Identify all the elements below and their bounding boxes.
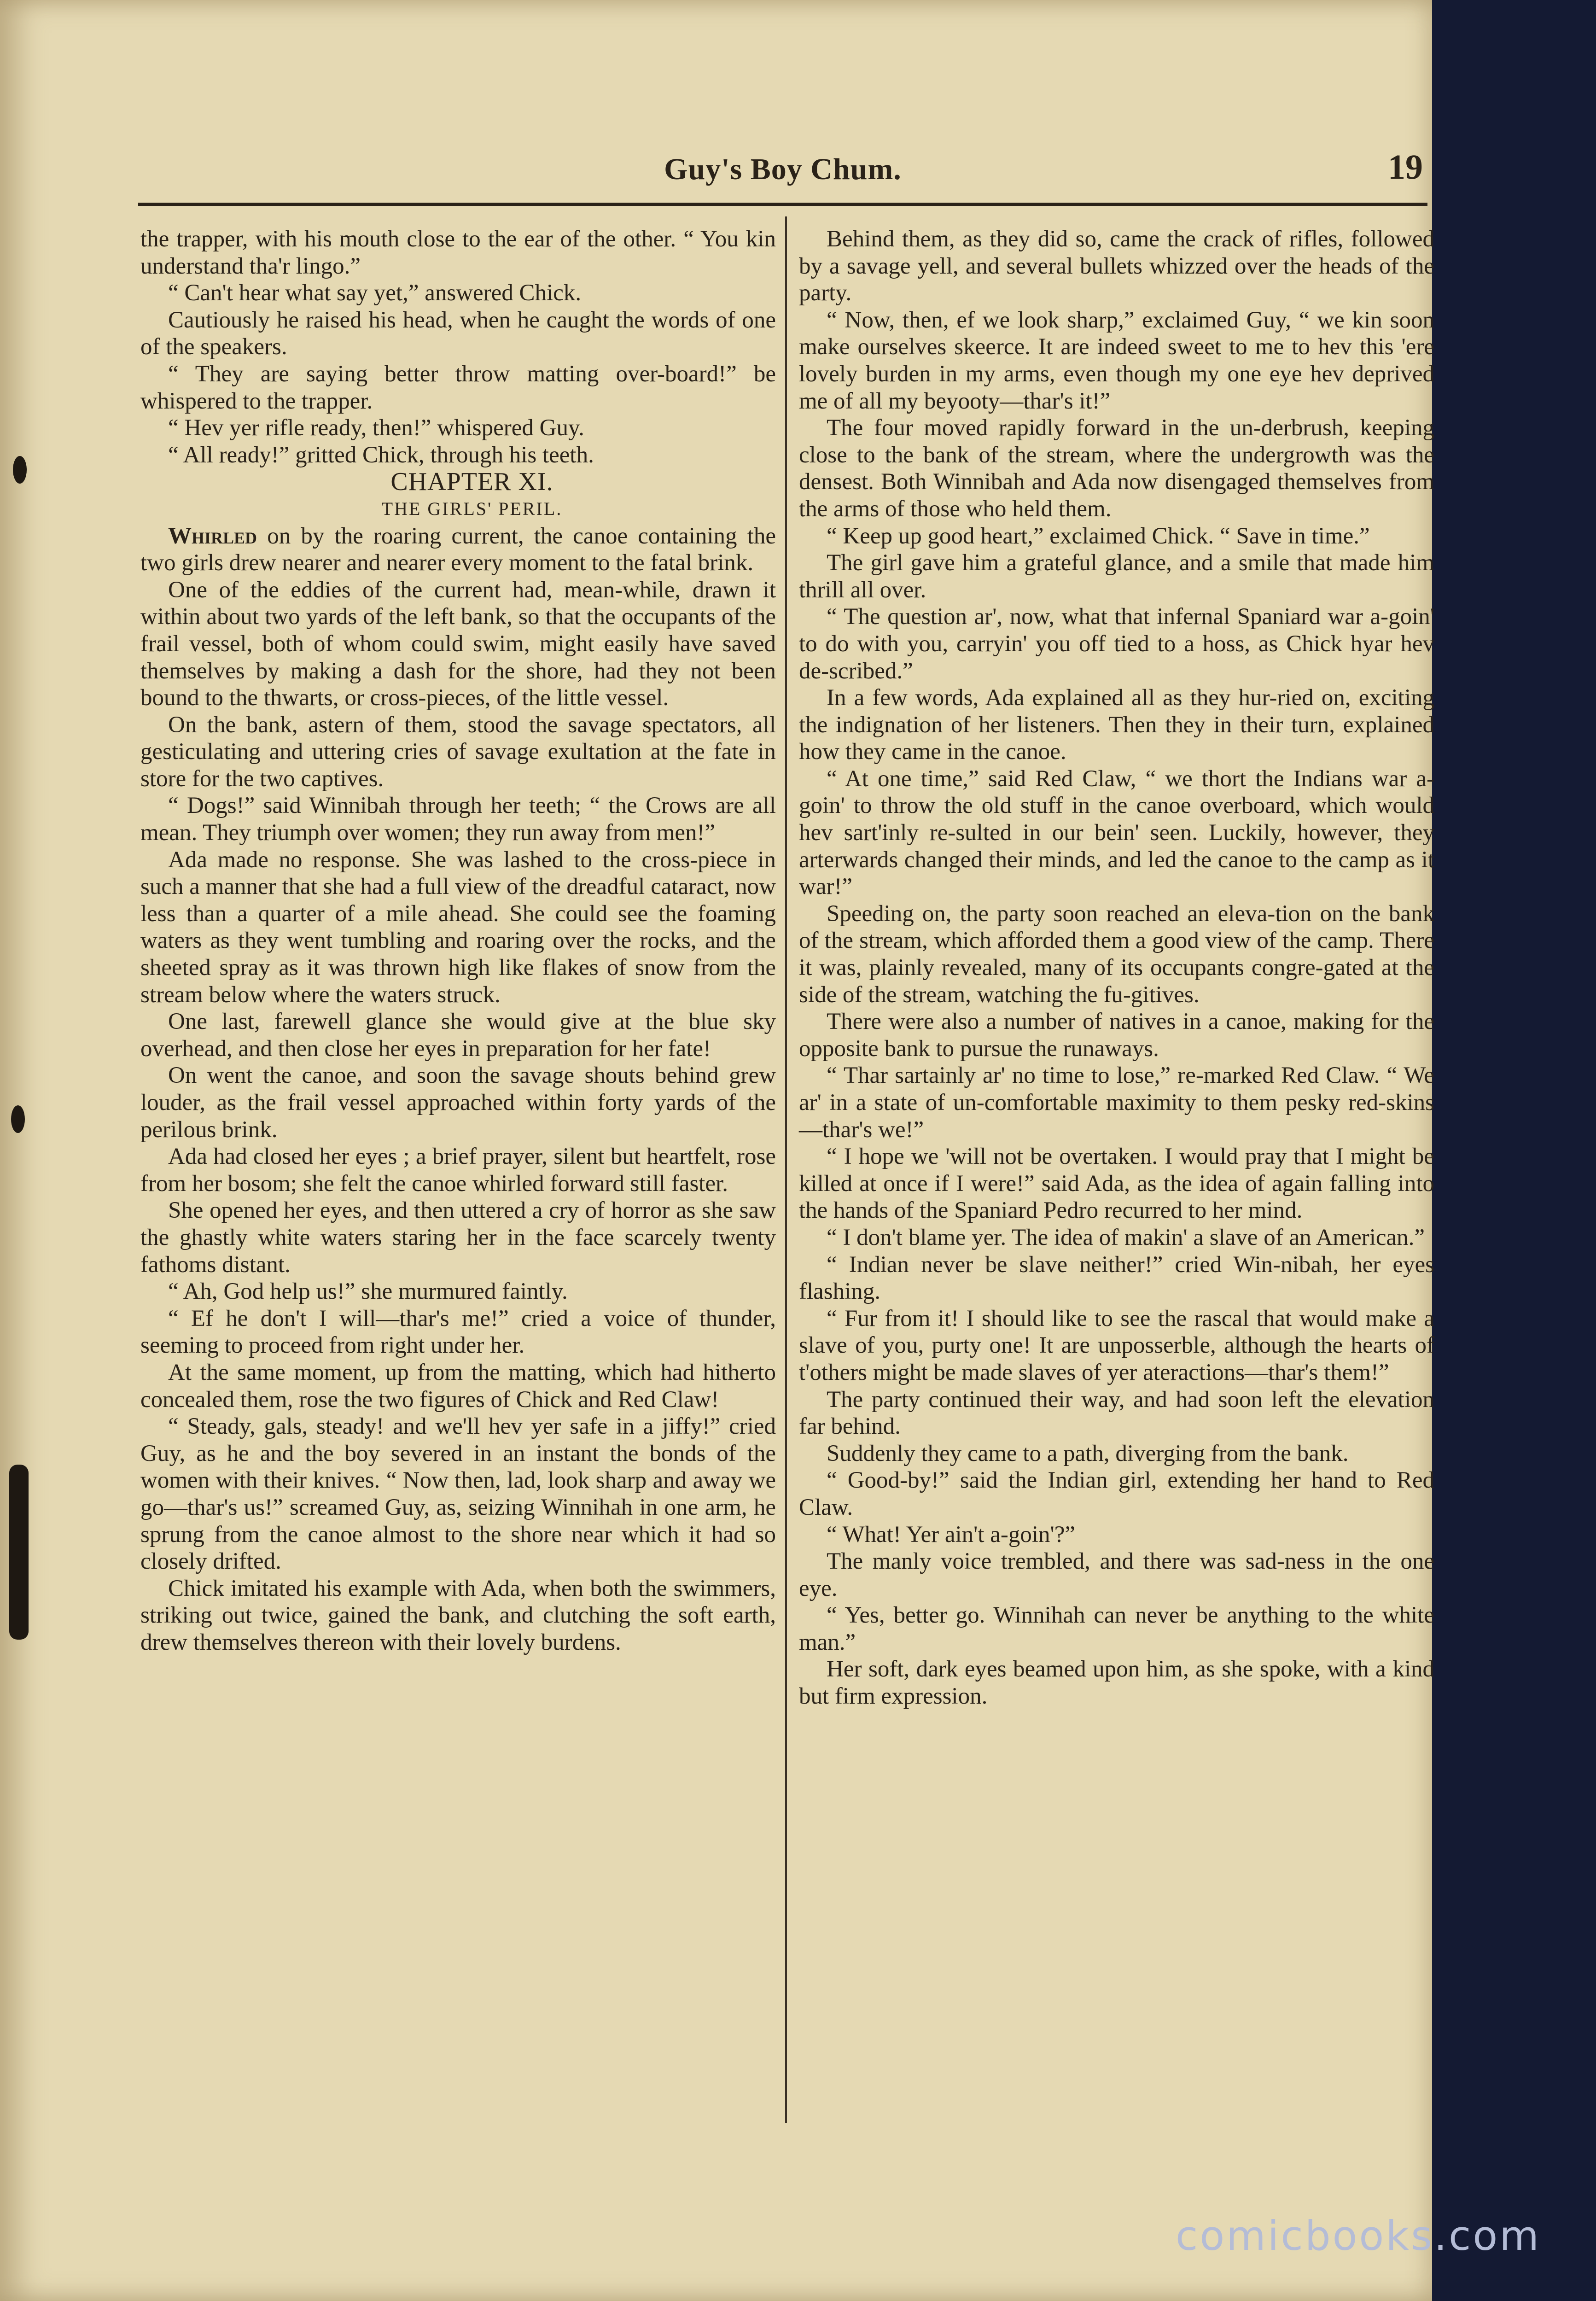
paragraph: Cautiously he raised his head, when he caught the words of one of the speakers. (140, 307, 776, 360)
paragraph: “ Indian never be slave neither!” cried Win-nibah, her eyes flashing. (799, 1251, 1434, 1305)
page-header (138, 147, 1427, 203)
site-watermark: comicbooks.com (1175, 2212, 1541, 2260)
paragraph: “ Steady, gals, steady! and we'll hev yer safe in a jiffy!” cried Guy, as he and the boy severed in an instant the bonds of the women with their knives. “ Now then, lad, look sharp and away we go—thar's us!” screamed Guy, as, seizing Winnihah in one arm, he sprung from the canoe almost to the shore near which it had so closely drifted. (140, 1413, 776, 1575)
paragraph: The manly voice trembled, and there was sad-ness in the one eye. (799, 1548, 1434, 1601)
paragraph: “ Ah, God help us!” she murmured faintly. (168, 1279, 568, 1305)
binding-tear (9, 1465, 29, 1640)
paragraph: “ Fur from it! I should like to see the rascal that would make a slave of you, purty one! It are unposserble, although the hearts of t'others might be made slaves of yer ateractions—thar's them!” (799, 1305, 1434, 1385)
paragraph: “ At one time,” said Red Claw, “ we thort the Indians war a-goin' to throw the old stuff in the canoe overboard, which would hev sart'inly re-sulted in our bein' seen. Luckily, however, they arterwards changed their minds, and led the canoe to the camp as it war!” (799, 765, 1434, 900)
paragraph: Ada had closed her eyes ; a brief prayer, silent but heartfelt, rose from her bosom; she felt the canoe whirled forward still faster. (140, 1144, 776, 1197)
binding-hole (13, 456, 27, 484)
paragraph: Behind them, as they did so, came the crack of rifles, followed by a savage yell, and several bullets whizzed over the heads of the party. (799, 226, 1434, 306)
column-divider (785, 216, 787, 2123)
paragraph: Her soft, dark eyes beamed upon him, as she spoke, with a kind but firm expression. (799, 1656, 1434, 1710)
binding-hole (11, 1105, 25, 1133)
paragraph: There were also a number of natives in a canoe, making for the opposite bank to pursue the runaways. (799, 1009, 1434, 1062)
paragraph-text: on by the roaring current, the canoe containing the two girls drew nearer and nearer every moment to the fatal brink. (140, 523, 776, 576)
paragraph: “ I don't blame yer. The idea of makin' a slave of an American.” (827, 1224, 1425, 1250)
running-title: Guy's Boy Chum. (664, 152, 902, 186)
paragraph: Suddenly they came to a path, diverging from the bank. (827, 1440, 1349, 1466)
paragraph: “ All ready!” gritted Chick, through his teeth. (168, 442, 594, 468)
paragraph: “ Dogs!” said Winnibah through her teeth; “ the Crows are all mean. They triumph over women; they run away from men!” (140, 793, 776, 846)
paragraph: “ What! Yer ain't a-goin'?” (827, 1521, 1076, 1548)
right-column (799, 226, 1434, 1710)
paragraph: “ Ef he don't I will—thar's me!” cried a voice of thunder, seeming to proceed from right under her. (140, 1305, 776, 1359)
paragraph: “ Thar sartainly ar' no time to lose,” re-marked Red Claw. “ We ar' in a state of un-comfortable maximity to them pesky red-skins —thar's we!” (799, 1063, 1434, 1143)
paragraph: “ They are saying better throw matting over-board!” be whispered to the trapper. (140, 361, 776, 414)
chapter-opening-paragraph (140, 523, 776, 577)
paragraph: On the bank, astern of them, stood the savage spectators, all gesticulating and uttering cries of savage exultation at the fate in store for the two captives. (140, 712, 776, 792)
paragraph: The party continued their way, and had soon left the elevation far behind. (799, 1386, 1434, 1440)
paragraph: “ Hev yer rifle ready, then!” whispered Guy. (168, 415, 584, 441)
page-number: 19 (1388, 148, 1423, 187)
paragraph: One of the eddies of the current had, mean-while, drawn it within about two yards of the left bank, so that the occupants of the frail vessel, both of whom could swim, might easily have saved themselves by making a dash for the shore, had they not been bound to the thwarts, or cross-pieces, of the little vessel. (140, 577, 776, 711)
opening-word: Whirled (168, 523, 257, 549)
paragraph: “ Yes, better go. Winnihah can never be anything to the white man.” (799, 1602, 1434, 1655)
paragraph: Chick imitated his example with Ada, when both the swimmers, striking out twice, gained the bank, and clutching the soft earth, drew themselves thereon with their lovely burdens. (140, 1575, 776, 1655)
header-rule (138, 203, 1427, 206)
left-column (140, 226, 776, 1656)
paragraph: The four moved rapidly forward in the un-derbrush, keeping close to the bank of the stream, where the undergrowth was the densest. Both Winnibah and Ada now disengaged themselves from the arms of those who held them. (799, 415, 1434, 522)
paragraph: Speeding on, the party soon reached an eleva-tion on the bank of the stream, which afforded them a good view of the camp. There it was, plainly revealed, many of its occupants congre-gated at the side of the stream, watching the fu-gitives. (799, 900, 1434, 1008)
paragraph: “ Can't hear what say yet,” answered Chick. (168, 280, 582, 306)
paragraph: On went the canoe, and soon the savage shouts behind grew louder, as the frail vessel approached within forty yards of the perilous brink. (140, 1063, 776, 1143)
paragraph: Ada made no response. She was lashed to the cross-piece in such a manner that she had a full view of the dreadful cataract, now less than a quarter of a mile ahead. She could see the foaming waters as they went tumbling and roaring over the rocks, and the sheeted spray as it was thrown high like flakes of snow from the stream below where the waters struck. (140, 847, 776, 1008)
paragraph: In a few words, Ada explained all as they hur-ried on, exciting the indignation of her listeners. Then they in their turn, explained how they came in the canoe. (799, 685, 1434, 765)
chapter-subtitle: THE GIRLS' PERIL. (381, 498, 563, 519)
paragraph: “ Now, then, ef we look sharp,” exclaimed Guy, “ we kin soon make ourselves skeerce. It are indeed sweet to me to hev this 'ere lovely burden in my arms, even though my one eye hev deprived me of all my beyooty—thar's it!” (799, 307, 1434, 414)
paragraph: One last, farewell glance she would give at the blue sky overhead, and then close her eyes in preparation for her fate! (140, 1009, 776, 1062)
paragraph: the trapper, with his mouth close to the ear of the other. “ You kin understand tha'r lingo.” (140, 226, 776, 279)
paragraph: At the same moment, up from the matting, which had hitherto concealed them, rose the two figures of Chick and Red Claw! (140, 1359, 776, 1413)
paragraph: She opened her eyes, and then uttered a cry of horror as she saw the ghastly white waters staring her in the face scarcely twenty fathoms distant. (140, 1197, 776, 1278)
paragraph: “ The question ar', now, what that infernal Spaniard war a-goin' to do with you, carryin' you off tied to a hoss, as Chick hyar hev de-scribed.” (799, 604, 1434, 684)
paragraph: “ Keep up good heart,” exclaimed Chick. “ Save in time.” (827, 523, 1370, 549)
chapter-title: CHAPTER XI. (390, 467, 553, 496)
paragraph: “ I hope we 'will not be overtaken. I would pray that I might be killed at once if I were!” said Ada, as the idea of again falling into the hands of the Spaniard Pedro recurred to her mind. (799, 1144, 1434, 1224)
paragraph: “ Good-by!” said the Indian girl, extending her hand to Red Claw. (799, 1467, 1434, 1520)
paragraph: The girl gave him a grateful glance, and a smile that made him thrill all over. (799, 550, 1434, 603)
